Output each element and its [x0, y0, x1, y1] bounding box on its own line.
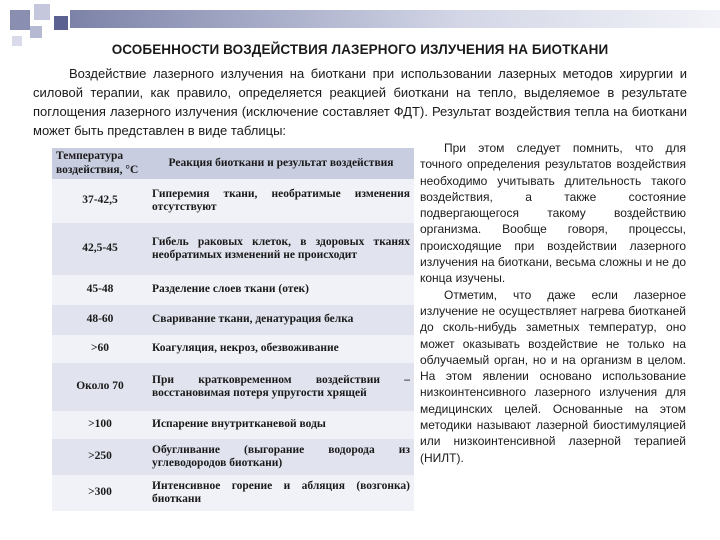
- header-reaction: Реакция биоткани и результат воздействия: [148, 148, 414, 179]
- table-header-row: [52, 148, 414, 179]
- slide-title: ОСОБЕННОСТИ ВОЗДЕЙСТВИЯ ЛАЗЕРНОГО ИЗЛУЧЕНИЯ НА БИОТКАНИ: [111, 42, 609, 57]
- cell-reaction: Гибель раковых клеток, в здоровых тканях необратимых изменений не происходит: [148, 223, 414, 275]
- header-temperature: Температура воздействия, °С: [52, 148, 148, 179]
- cell-reaction: При кратковременном воздействии – восстановимая потеря упругости хрящей: [148, 363, 414, 411]
- side-paragraph: Отметим, что даже если лазерное излучение не осуществляет нагрева биотканей до сколь-нибудь заметных температур, оно может оказывать воздействие не только на облучаемый орган, но и на организм в целом. На этом явлении основано использование низкоинтенсивного лазерного излучения для медицинских целей. Основанные на этом методики называют лазерной биостимуляцией или низкоинтенсивной лазерной терапией (НИЛТ).: [420, 287, 686, 465]
- decorative-header-strip: [70, 10, 720, 28]
- cell-temperature: 48-60: [52, 305, 148, 335]
- cell-temperature: >300: [52, 475, 148, 511]
- table-row: [52, 411, 414, 439]
- side-text-column: [420, 140, 686, 466]
- intro-paragraph: Воздействие лазерного излучения на биоткани при использовании лазерных методов хирургии и силовой терапии, как правило, определяется реакцией биоткани на тепло, выделяемое в результате поглощения лазерного излучения (исключение составляет ФДТ). Результат воздействия тепла на биоткани может быть представлен в виде таблицы:: [33, 66, 687, 138]
- cell-reaction: Сваривание ткани, денатурация белка: [148, 305, 414, 335]
- decor-square: [34, 4, 50, 20]
- table-row: [52, 363, 414, 411]
- cell-reaction: Интенсивное горение и абляция (возгонка) биоткани: [148, 475, 414, 511]
- table-row: [52, 305, 414, 335]
- decor-square: [10, 10, 30, 30]
- laser-effects-table: [52, 148, 414, 511]
- cell-reaction: Разделение слоев ткани (отек): [148, 275, 414, 305]
- table-row: [52, 275, 414, 305]
- cell-temperature: >250: [52, 439, 148, 475]
- cell-temperature: 45-48: [52, 275, 148, 305]
- cell-temperature: Около 70: [52, 363, 148, 411]
- cell-reaction: Испарение внутритканевой воды: [148, 411, 414, 439]
- table-row: [52, 179, 414, 223]
- cell-reaction: Коагуляция, некроз, обезвоживание: [148, 335, 414, 363]
- table-row: [52, 439, 414, 475]
- cell-reaction: Гиперемия ткани, необратимые изменения отсутствуют: [148, 179, 414, 223]
- table-row: [52, 475, 414, 511]
- decor-square: [30, 26, 42, 38]
- table-row: [52, 223, 414, 275]
- cell-reaction: Обугливание (выгорание водорода из углеводородов биоткани): [148, 439, 414, 475]
- cell-temperature: 42,5-45: [52, 223, 148, 275]
- cell-temperature: >60: [52, 335, 148, 363]
- cell-temperature: >100: [52, 411, 148, 439]
- side-paragraph: При этом следует помнить, что для точного определения результатов воздействия необходимо учитывать длительность такого воздействия, а также состояние подвергающегося такому воздействию организма. Вообще говоря, процессы, происходящие при воздействии лазерного излучения на биоткани, весьма сложны и не до конца изучены.: [420, 141, 686, 286]
- decor-square: [54, 16, 68, 30]
- cell-temperature: 37-42,5: [52, 179, 148, 223]
- table-row: [52, 335, 414, 363]
